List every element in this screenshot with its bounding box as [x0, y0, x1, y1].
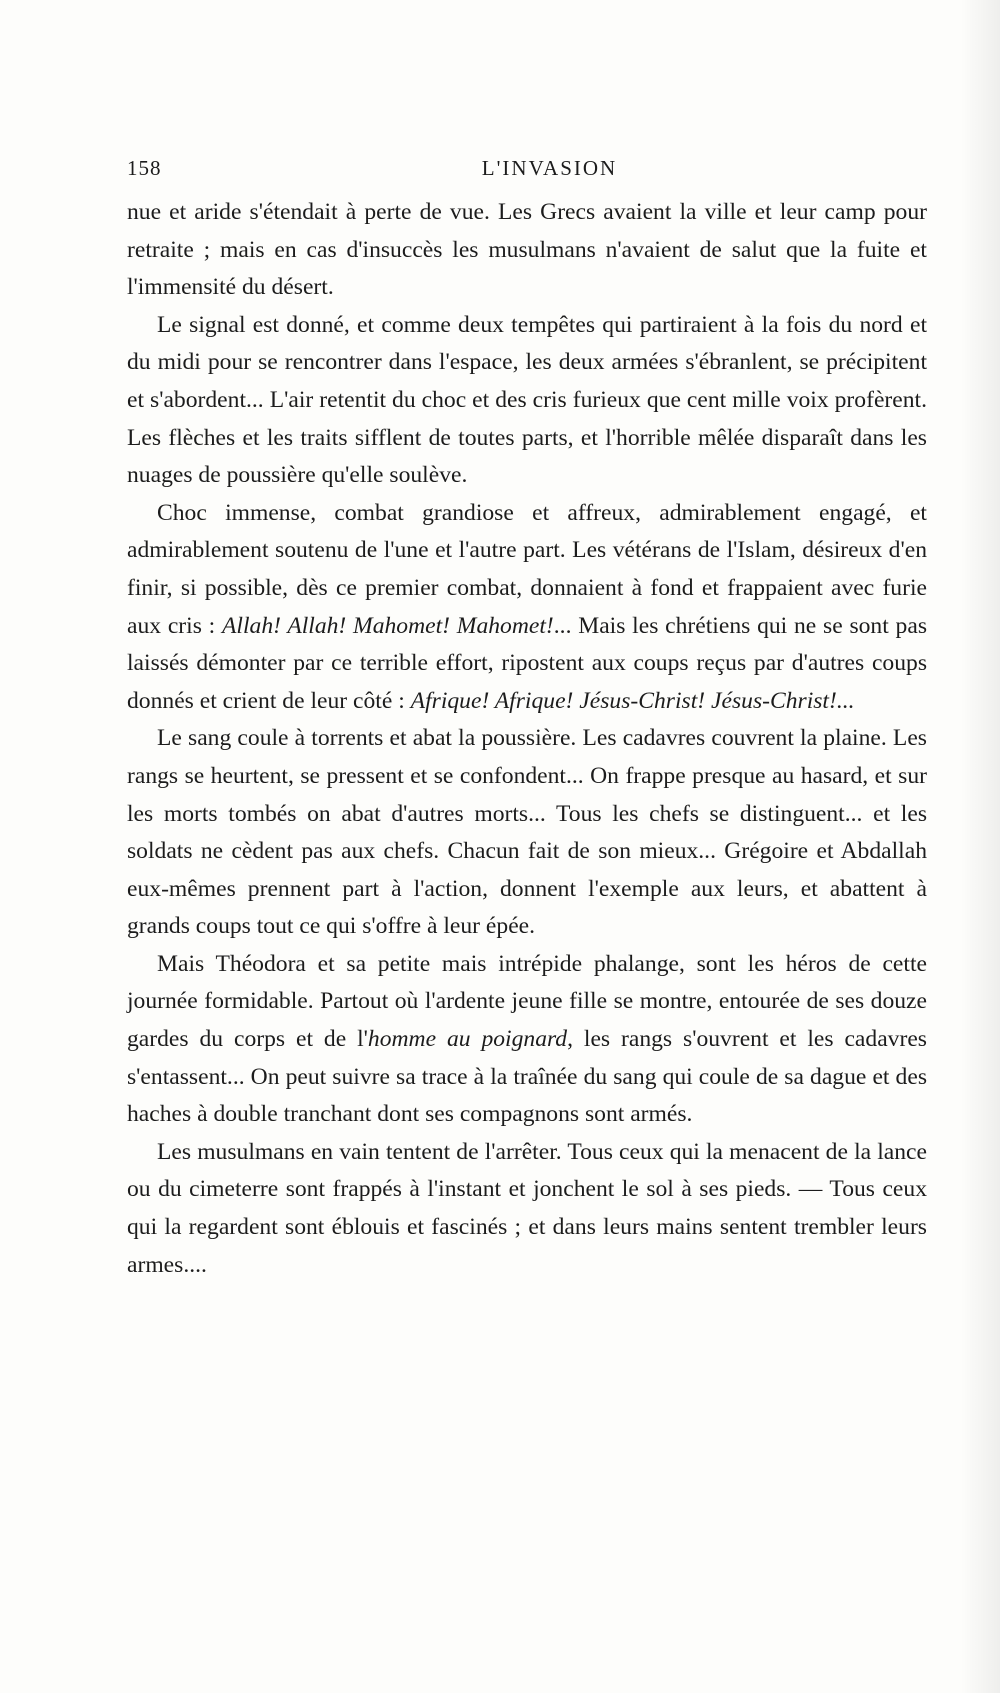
paragraph-text: Les musulmans en vain tentent de l'arrêter. Tous ceux qui la menacent de la lance ou du cimeterre sont frappés à l'instant et jonchent le sol à ses pieds. — Tous ceux qui la regardent sont éblouis et fascinés ; et dans leurs mains sentent trembler leurs armes....	[127, 1138, 927, 1278]
paragraph	[127, 307, 927, 495]
paragraph	[127, 720, 927, 946]
running-title: L'INVASION	[481, 156, 618, 180]
paragraph-text: Mais Théodora et sa petite mais intrépide phalange, sont les héros de cette journée formidable. Partout où l'ardente jeune fille se montre, entourée de ses douze gardes du corps et de l'	[127, 950, 927, 1053]
paragraph-text: , les rangs s'ouvrent et les cadavres s'entassent... On peut suivre sa trace à la traînée du sang qui coule de sa dague et des haches à double tranchant dont ses compagnons sont armés.	[127, 1026, 927, 1128]
body-text	[127, 194, 927, 1284]
page-number: 158	[127, 156, 162, 180]
paragraph-text: Choc immense, combat grandiose et affreux, admirablement engagé, et admirablement soutenu de l'une et l'autre part. Les vétérans de l'Islam, désireux d'en finir, si possible, dès ce premier combat, donnaient à fond et frappaient avec furie aux cris :	[127, 499, 927, 639]
running-head	[127, 156, 927, 186]
battle-cry-christians: Afrique! Afrique! Jésus-Christ! Jésus-Christ!...	[410, 687, 855, 714]
paragraph-text: ... Mais les chrétiens qui ne se sont pas laissés démonter par ce terrible effort, ripostent aux coups reçus par d'autres coups donnés et crient de leur côté :	[127, 612, 928, 714]
paragraph	[127, 194, 927, 307]
paragraph	[127, 1134, 927, 1284]
paragraph	[127, 495, 927, 721]
paragraph-text: Le signal est donné, et comme deux tempêtes qui partiraient à la fois du nord et du midi pour se rencontrer dans l'espace, les deux armées s'ébranlent, se précipitent et s'abordent... L'air retentit du choc et des cris furieux que cent mille voix profèrent. Les flèches et les traits sifflent de toutes parts, et l'horrible mêlée disparaît dans les nuages de poussière qu'elle soulève.	[127, 311, 927, 489]
paragraph	[127, 946, 927, 1134]
battle-cry-muslims: Allah! Allah! Mahomet! Mahomet!	[222, 612, 554, 639]
italic-phrase: homme au poignard	[367, 1026, 568, 1053]
paragraph-text: Le sang coule à torrents et abat la poussière. Les cadavres couvrent la plaine. Les rangs se heurtent, se pressent et se confondent... On frappe presque au hasard, et sur les morts tombés on abat d'autres morts... Tous les chefs se distinguent... et les soldats ne cèdent pas aux chefs. Chacun fait de son mieux... Grégoire et Abdallah eux-mêmes prennent part à l'action, donnent l'exemple aux leurs, et abattent à grands coups tout ce qui s'offre à leur épée.	[127, 725, 927, 940]
paragraph-text: nue et aride s'étendait à perte de vue. Les Grecs avaient la ville et leur camp pour retraite ; mais en cas d'insuccès les musulmans n'avaient de salut que la fuite et l'immensité du désert.	[127, 199, 927, 301]
